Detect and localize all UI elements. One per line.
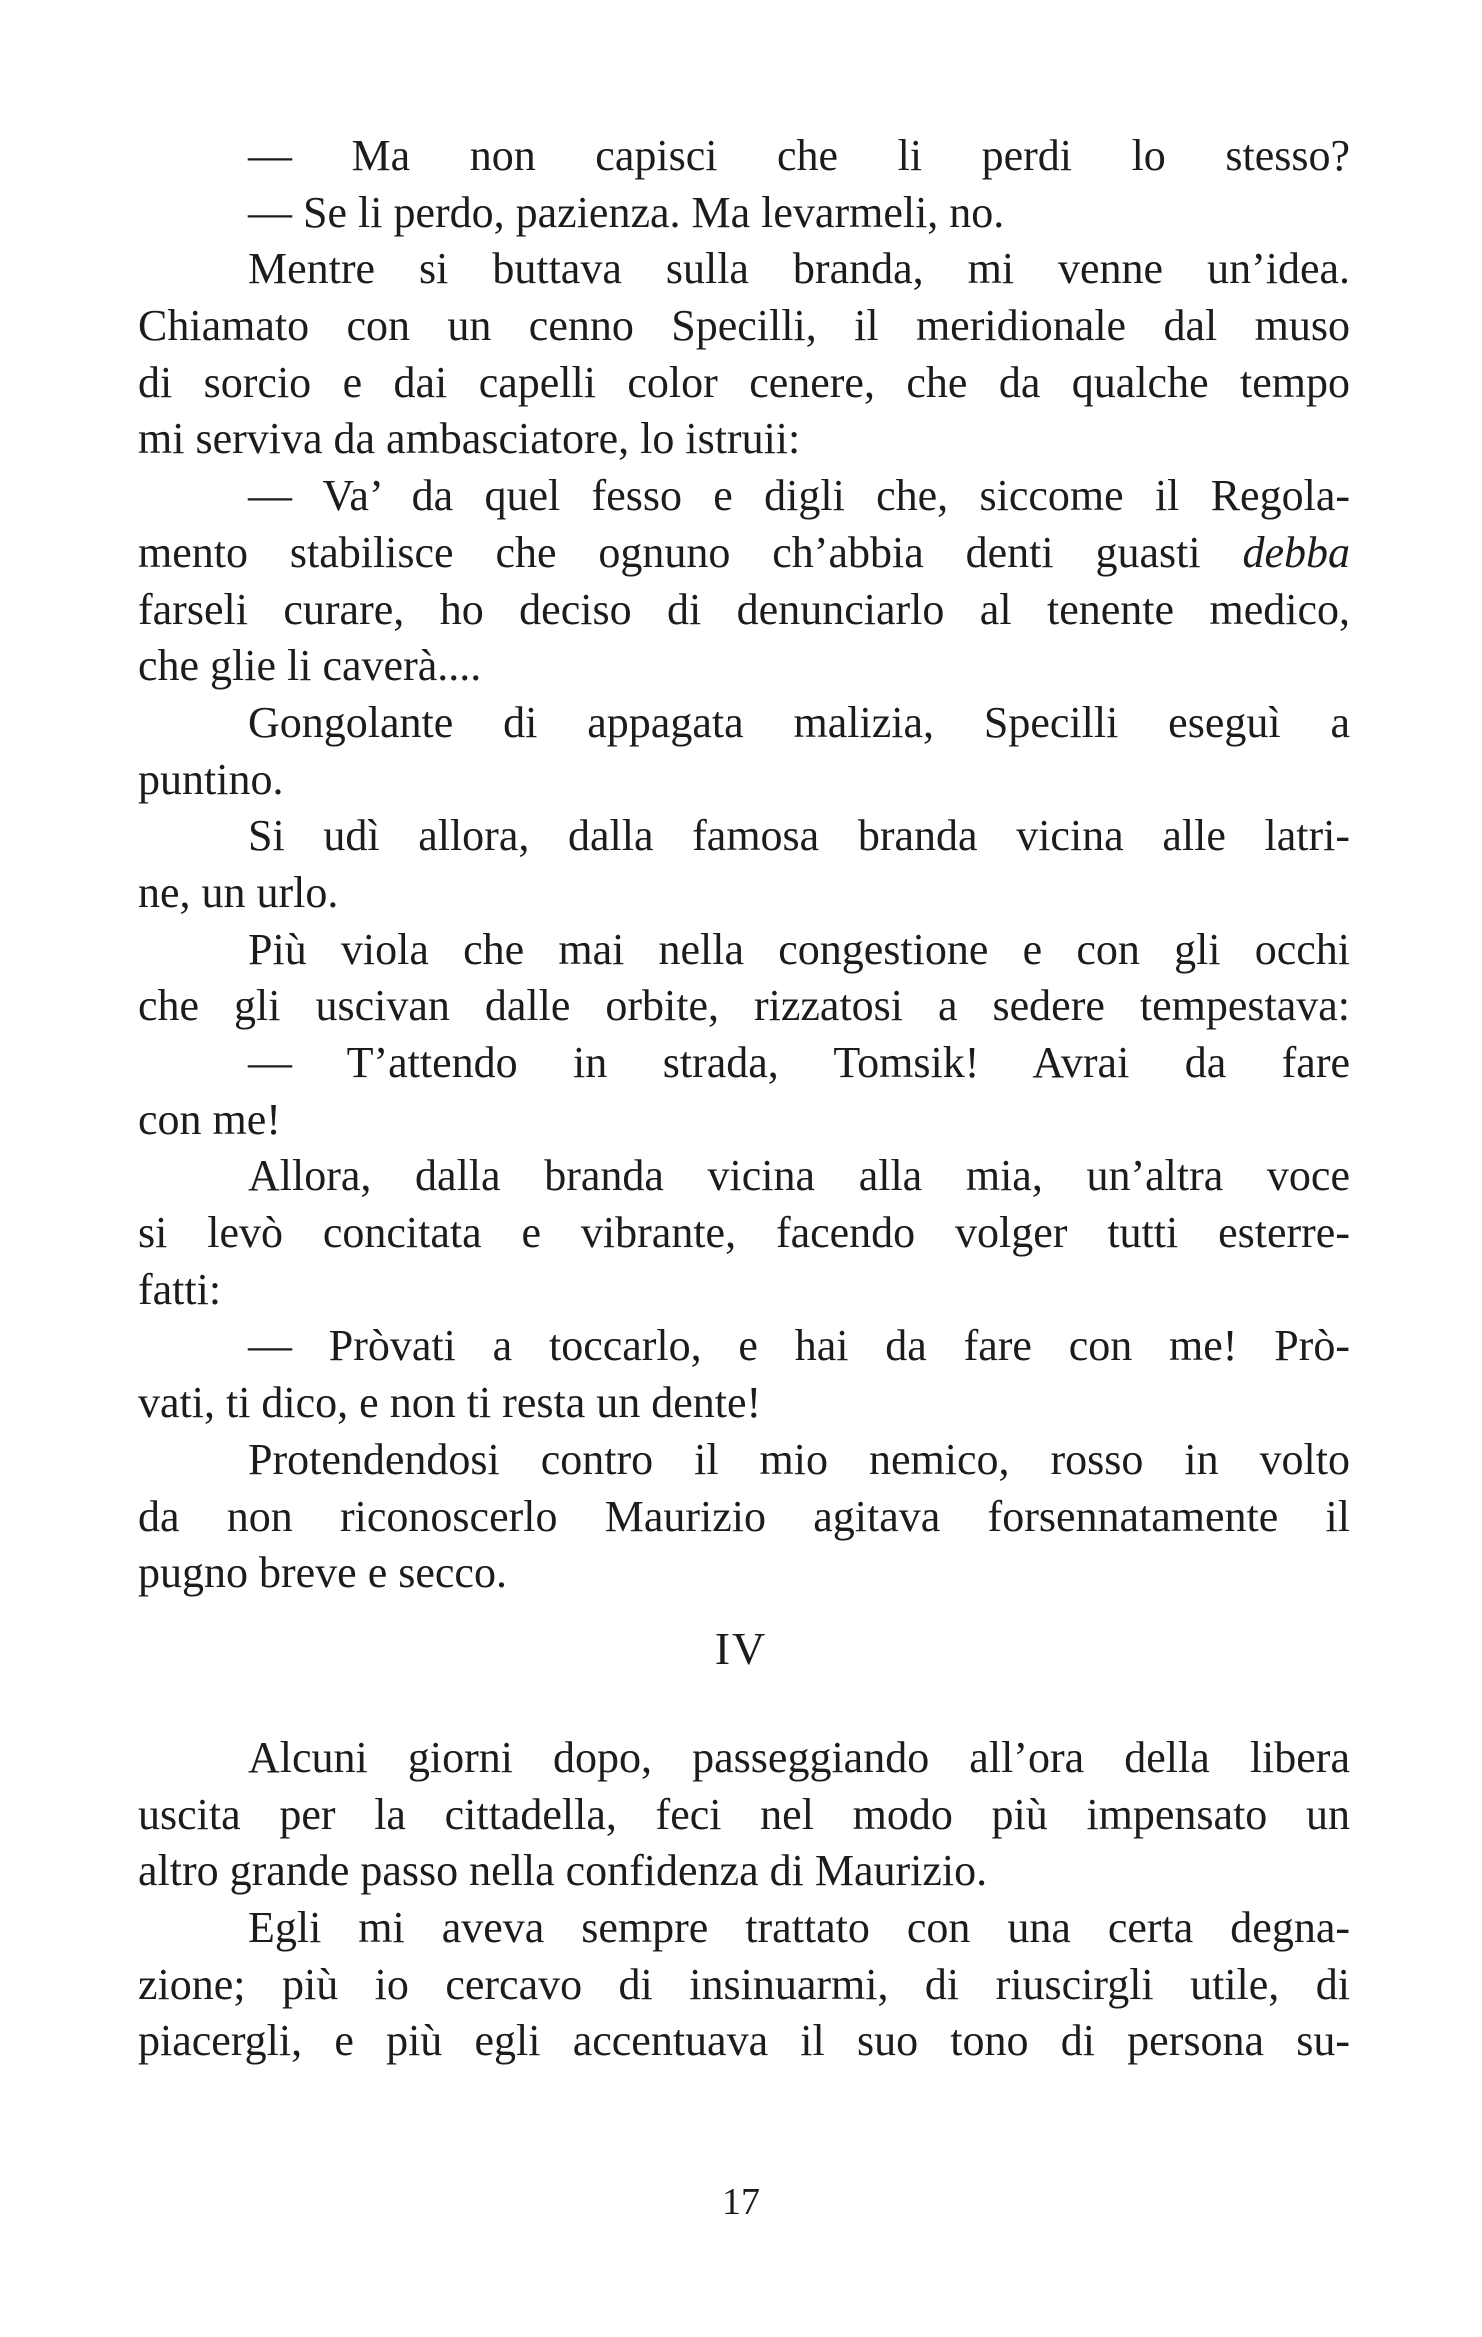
italic-word: debba [1242, 527, 1350, 577]
text-line: pugno breve e secco. [138, 1548, 507, 1598]
text-line: Protendendosi contro il mio nemico, rosso in volto [248, 1434, 1350, 1484]
text-line: farseli curare, ho deciso di denunciarlo al tenente medico, [138, 584, 1350, 634]
text-line: Egli mi aveva sempre trattato con una certa degna- [248, 1903, 1350, 1953]
text-line: ne, un urlo. [138, 867, 339, 917]
text-line: Chiamato con un cenno Specilli, il meridionale dal muso [138, 301, 1350, 351]
text-line: Più viola che mai nella congestione e con gli occhi [248, 924, 1350, 974]
text-line: — Se li perdo, pazienza. Ma levarmeli, no. [248, 187, 1005, 237]
text-line: di sorcio e dai capelli color cenere, che da qualche tempo [138, 357, 1350, 407]
text-line: fatti: [138, 1264, 222, 1314]
body-text-after-heading [138, 1730, 1350, 2070]
text-line: — Ma non capisci che li perdi lo stesso? [248, 131, 1350, 180]
text-line: Alcuni giorni dopo, passeggiando all’ora della libera [248, 1733, 1350, 1782]
text-line: da non riconoscerlo Maurizio agitava forsennatamente il [138, 1491, 1350, 1541]
text-line: Allora, dalla branda vicina alla mia, un’altra voce [248, 1151, 1350, 1201]
text-line: altro grande passo nella confidenza di Maurizio. [138, 1846, 988, 1896]
text-line: mi serviva da ambasciatore, lo istruii: [138, 414, 801, 464]
text-line: Si udì allora, dalla famosa branda vicina alle latri- [248, 811, 1350, 861]
text-line: Mentre si buttava sulla branda, mi venne un’idea. [248, 244, 1350, 294]
text-line: puntino. [138, 754, 284, 804]
text-line: — Pròvati a toccarlo, e hai da fare con me! Prò- [248, 1321, 1350, 1371]
text-line: Gongolante di appagata malizia, Specilli eseguì a [248, 697, 1350, 747]
text-line: zione; più io cercavo di insinuarmi, di riuscirgli utile, di [138, 1959, 1350, 2009]
text-line: con me! [138, 1094, 281, 1144]
text-line: piacergli, e più egli accentuava il suo tono di persona su- [138, 2016, 1350, 2066]
text-line: vati, ti dico, e non ti resta un dente! [138, 1378, 762, 1428]
text-line: uscita per la cittadella, feci nel modo più impensato un [138, 1789, 1350, 1839]
text-line: — T’attendo in strada, Tomsik! Avrai da fare [248, 1038, 1350, 1087]
text-line-segment: mento stabilisce che ognuno ch’abbia denti guasti [138, 527, 1201, 577]
body-text-before-heading [138, 128, 1350, 1602]
text-line: che glie li caverà.... [138, 641, 482, 691]
text-line: si levò concitata e vibrante, facendo volger tutti esterre- [138, 1208, 1350, 1258]
text-line: — Va’ da quel fesso e digli che, siccome il Regola- [248, 471, 1350, 521]
text-line-with-italic [138, 525, 1350, 582]
chapter-heading: IV [714, 1623, 768, 1674]
text-line: che gli uscivan dalle orbite, rizzatosi a sedere tempestava: [138, 981, 1350, 1031]
page-number: 17 [722, 2181, 760, 2223]
